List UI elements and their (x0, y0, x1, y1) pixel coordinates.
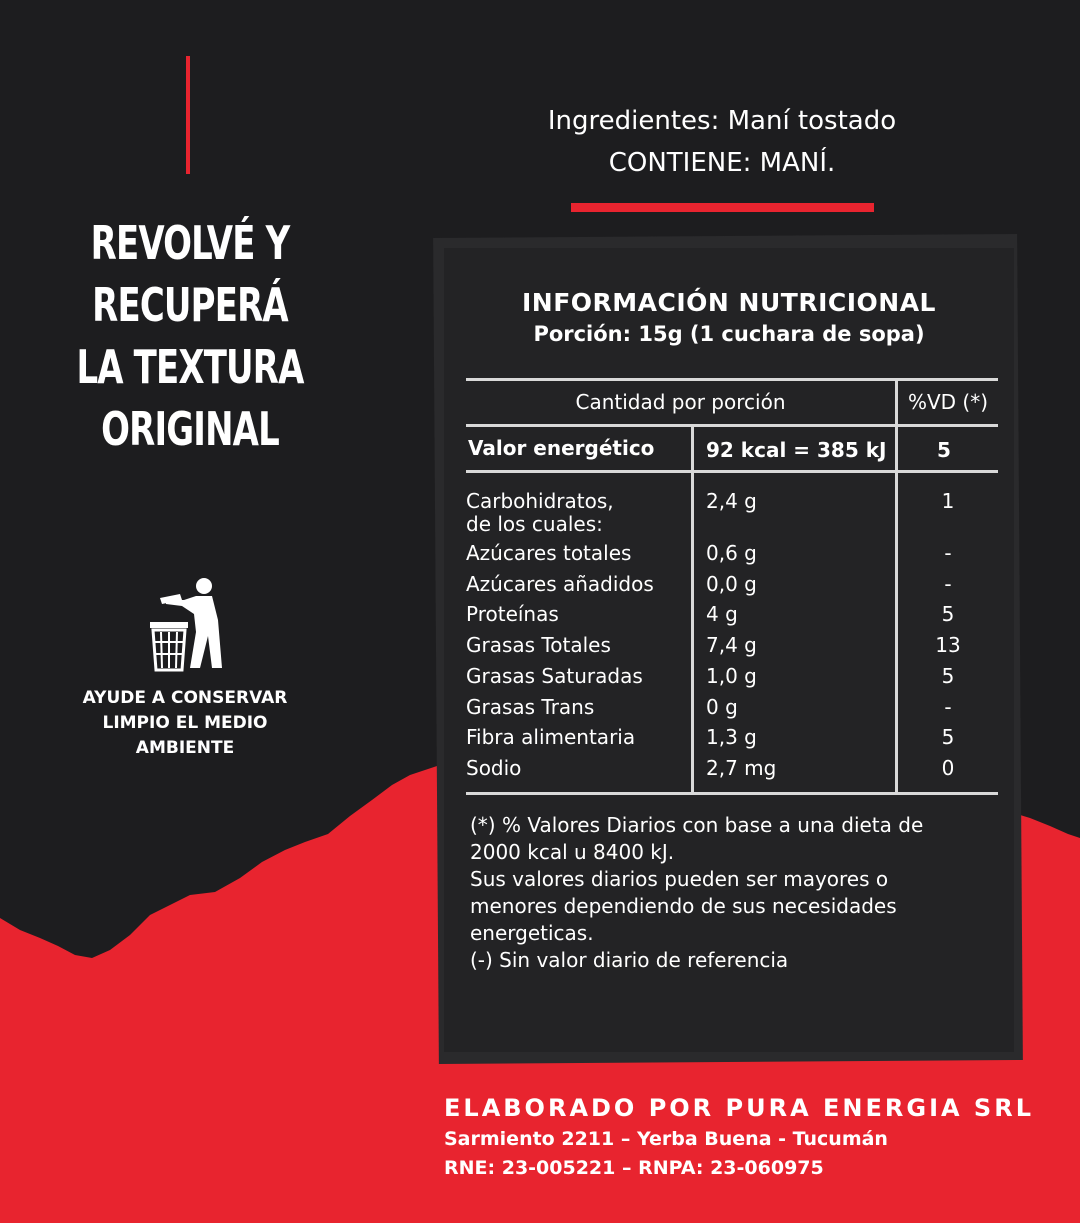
nutrition-footnote (470, 812, 990, 974)
carbs-label: Carbohidratos, (466, 489, 614, 513)
nutrient-amount: 1,3 g (706, 725, 757, 749)
footnote-line: Sus valores diarios pueden ser mayores o (470, 867, 889, 891)
nutrient-amount: 0,6 g (706, 541, 757, 565)
nutrient-amount: 2,7 mg (706, 756, 777, 780)
nutrient-vd: 5 (941, 725, 955, 749)
nutrient-vd: 5 (941, 664, 955, 688)
slogan-line: RECUPERÁ (92, 278, 288, 332)
energy-label: Valor energético (468, 436, 655, 460)
nutrient-label: Proteínas (466, 602, 559, 626)
nutrient-vd: - (944, 572, 952, 596)
eco-line: LIMPIO EL MEDIO (102, 713, 268, 733)
header-vd-label: %VD (*) (907, 390, 989, 414)
eco-message (60, 686, 310, 761)
red-vertical-accent (186, 56, 190, 174)
table-rule (466, 470, 998, 473)
carbs-label-sub: de los cuales: (466, 512, 603, 536)
nutrition-title: INFORMACIÓN NUTRICIONAL (522, 288, 936, 317)
nutrient-label: Azúcares totales (466, 541, 632, 565)
nutrient-label: Azúcares añadidos (466, 572, 654, 596)
nutrient-amount: 0 g (706, 695, 738, 719)
energy-vd: 5 (937, 438, 951, 462)
nutrient-vd: - (944, 695, 952, 719)
energy-amount: 92 kcal = 385 kJ (706, 438, 887, 462)
header-amount-label: Cantidad por porción (575, 390, 786, 414)
slogan-line: ORIGINAL (101, 402, 279, 456)
nutrient-vd: 5 (941, 602, 955, 626)
nutrient-label: Grasas Totales (466, 633, 611, 657)
nutrition-portion: Porción: 15g (1 cuchara de sopa) (533, 322, 925, 346)
nutrient-vd: 13 (935, 633, 961, 657)
footnote-line: (*) % Valores Diarios con base a una dieta de (470, 813, 924, 837)
table-rule (466, 792, 998, 795)
slogan (67, 212, 313, 460)
table-column-rule (691, 424, 694, 795)
carbs-vd: 1 (941, 489, 955, 513)
red-horizontal-accent (571, 203, 874, 212)
slogan-line: LA TEXTURA (76, 340, 304, 394)
carbs-amount: 2,4 g (706, 489, 757, 513)
trash-bin-person-icon (146, 576, 226, 672)
nutrient-amount: 0,0 g (706, 572, 757, 596)
table-rule (466, 424, 998, 427)
nutrient-label: Grasas Saturadas (466, 664, 643, 688)
manufacturer-address: Sarmiento 2211 – Yerba Buena - Tucumán (444, 1128, 888, 1150)
eco-line: AYUDE A CONSERVAR (82, 688, 288, 708)
table-rule (466, 378, 998, 381)
nutrient-amount: 4 g (706, 602, 738, 626)
ingredients-line: Ingredientes: Maní tostado (547, 106, 897, 136)
ingredients (500, 100, 944, 184)
nutrient-amount: 1,0 g (706, 664, 757, 688)
allergen-line: CONTIENE: MANÍ. (608, 148, 836, 178)
footnote-line: menores dependiendo de sus necesidades (470, 894, 897, 918)
nutrient-vd: 0 (941, 756, 955, 780)
nutrient-vd: - (944, 541, 952, 565)
footnote-line: 2000 kcal u 8400 kJ. (470, 840, 675, 864)
slogan-line: REVOLVÉ Y (90, 216, 290, 270)
footnote-line: energeticas. (470, 921, 594, 945)
nutrient-label: Grasas Trans (466, 695, 595, 719)
footnote-line: (-) Sin valor diario de referencia (470, 948, 789, 972)
nutrient-label: Fibra alimentaria (466, 725, 636, 749)
eco-line: AMBIENTE (135, 738, 235, 758)
manufacturer-registry: RNE: 23-005221 – RNPA: 23-060975 (444, 1157, 824, 1179)
nutrient-label: Sodio (466, 756, 522, 780)
manufacturer-name: ELABORADO POR PURA ENERGIA SRL (444, 1094, 1034, 1122)
nutrient-amount: 7,4 g (706, 633, 757, 657)
